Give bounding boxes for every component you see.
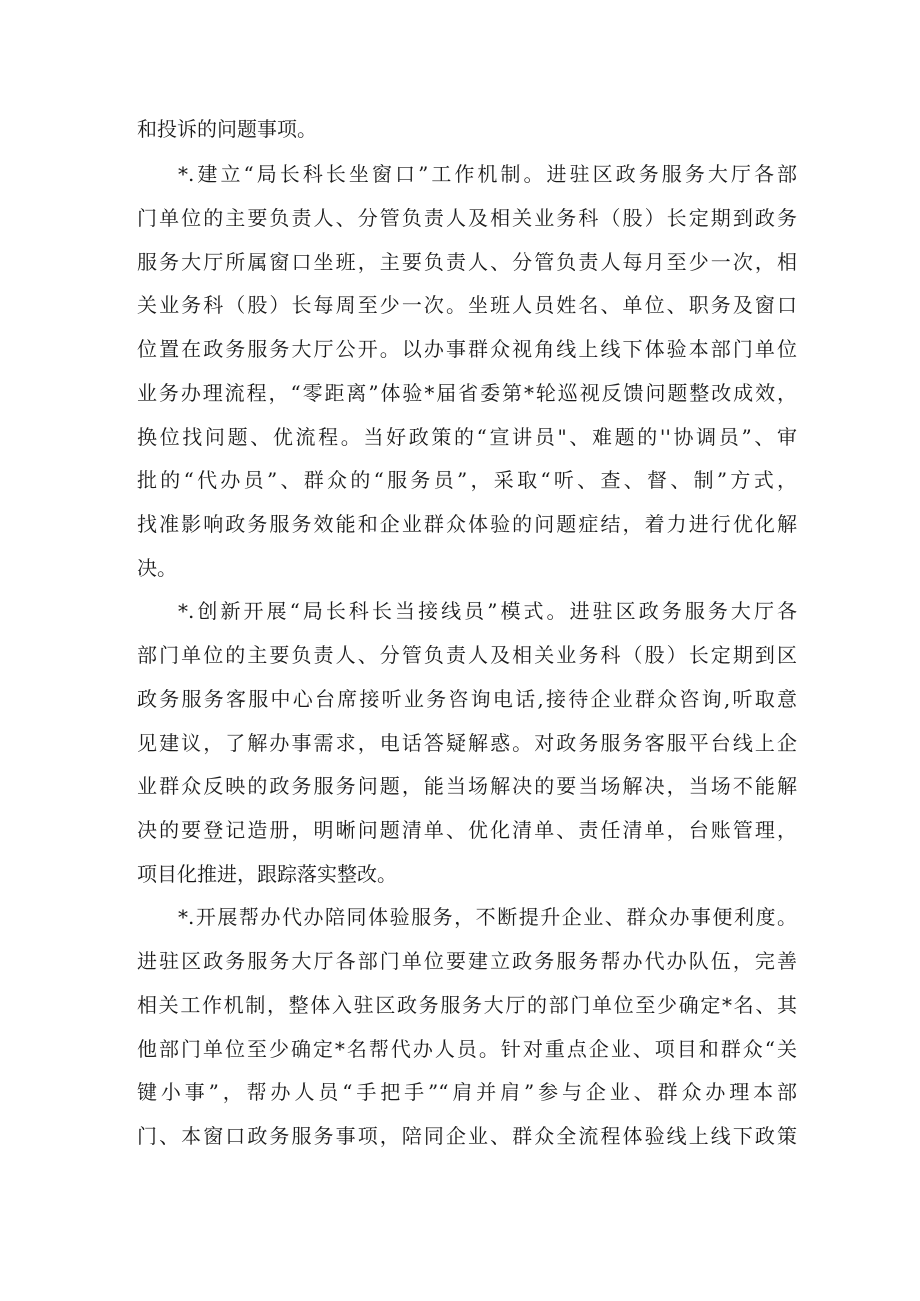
text-line: 服务大厅所属窗口坐班，主要负责人、分管负责人每月至少一次，相 <box>137 250 797 274</box>
text-line: 找准影响政务服务效能和企业群众体验的问题症结，着力进行优化解 <box>137 512 797 536</box>
text-line: *.创新开展“局长科长当接线员”模式。进驻区政务服务大厅各 <box>178 599 797 623</box>
text-line: 门、本窗口政务服务事项，陪同企业、群众全流程体验线上线下政策 <box>137 1124 797 1148</box>
text-line: 他部门单位至少确定*名帮代办人员。针对重点企业、项目和群众“关 <box>137 1037 797 1061</box>
text-line: 相关工作机制，整体入驻区政务服务大厅的部门单位至少确定*名、其 <box>137 993 797 1017</box>
text-line: 和投诉的问题事项。 <box>137 117 317 141</box>
text-line: 换位找问题、优流程。当好政策的“宣讲员"、难题的''协调员”、审 <box>137 425 797 449</box>
text-line: 见建议，了解办事需求，电话答疑解惑。对政务服务客服平台线上企 <box>137 731 797 755</box>
text-line: 业群众反映的政务服务问题，能当场解决的要当场解决，当场不能解 <box>137 774 797 798</box>
text-line: 业务办理流程，“零距离”体验*届省委第*轮巡视反馈问题整改成效， <box>137 381 797 405</box>
text-line: 部门单位的主要负责人、分管负责人及相关业务科（股）长定期到区 <box>137 643 797 667</box>
text-line: 政务服务客服中心台席接听业务咨询电话,接待企业群众咨询,听取意 <box>137 687 797 711</box>
text-line: 门单位的主要负责人、分管负责人及相关业务科（股）长定期到政务 <box>137 206 797 230</box>
text-line: *.建立“局长科长坐窗口”工作机制。进驻区政务服务大厅各部 <box>178 162 797 186</box>
text-line: 关业务科（股）长每周至少一次。坐班人员姓名、单位、职务及窗口 <box>137 293 797 317</box>
text-line: 进驻区政务服务大厅各部门单位要建立政务服务帮办代办队伍，完善 <box>137 949 797 973</box>
text-line: 键小事”，帮办人员“手把手”“肩并肩”参与企业、群众办理本部 <box>137 1080 797 1104</box>
text-line: *.开展帮办代办陪同体验服务，不断提升企业、群众办事便利度。 <box>178 905 797 929</box>
text-line: 决的要登记造册，明晰问题清单、优化清单、责任清单，台账管理， <box>137 818 797 842</box>
text-line: 批的“代办员”、群众的“服务员”，采取“听、查、督、制”方式， <box>137 468 797 492</box>
text-line: 项目化推进，跟踪落实整改。 <box>137 862 397 886</box>
text-line: 决。 <box>137 556 177 580</box>
text-line: 位置在政务服务大厅公开。以办事群众视角线上线下体验本部门单位 <box>137 337 797 361</box>
